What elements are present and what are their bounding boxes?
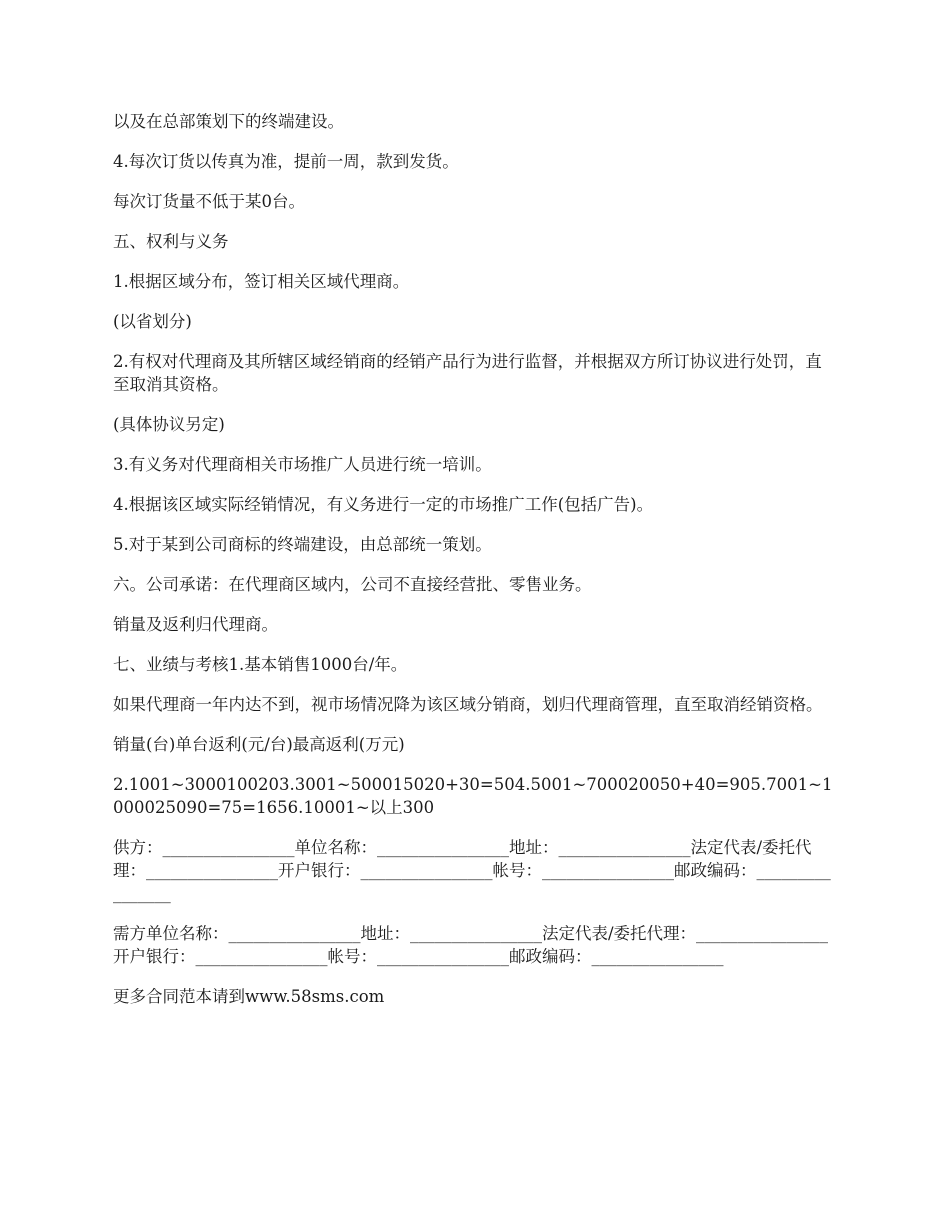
section-heading-company-commitment: 六。公司承诺：在代理商区域内，公司不直接经营批、零售业务。 (113, 575, 592, 594)
paragraph-footer-link: 更多合同范本请到www.58sms.com (113, 987, 385, 1006)
paragraph-sales-rebate-ownership: 销量及返利归代理商。 (113, 615, 278, 634)
paragraph-buyer-signature-block: 需方单位名称：________________地址：________________法定代表/委托代理：________________开户银行：________________帐号：________________邮政编码：________________ (113, 924, 829, 966)
paragraph-supplier-signature-block: 供方：________________单位名称：________________地址：________________法定代表/委托代理：________________开户银行：________________帐号：________________邮政编码：________________ (113, 838, 831, 903)
paragraph-supervision-right: 2.有权对代理商及其所辖区域经销商的经销产品行为进行监督，并根据双方所订协议进行处罚，直至取消其资格。 (113, 352, 822, 394)
paragraph-order-by-fax: 4.每次订货以传真为准，提前一周，款到发货。 (113, 152, 459, 171)
document-page (113, 110, 838, 1025)
paragraph-min-order-quantity: 每次订货量不低于某0台。 (113, 192, 305, 211)
paragraph-underperformance: 如果代理商一年内达不到，视市场情况降为该区域分销商，划归代理商管理，直至取消经销资格。 (113, 695, 823, 714)
paragraph-terminal-construction: 以及在总部策划下的终端建设。 (113, 112, 344, 131)
section-heading-rights-obligations: 五、权利与义务 (113, 232, 229, 251)
paragraph-rebate-table-values: 2.1001~3000100203.3001~500015020+30=504.5001~700020050+40=905.7001~1000025090=75=1656.10001~以上300 (113, 775, 833, 817)
paragraph-trademark-planning: 5.对于某到公司商标的终端建设，由总部统一策划。 (113, 535, 492, 554)
paragraph-by-province: (以省划分) (113, 312, 192, 331)
paragraph-agreement-separate: (具体协议另定) (113, 415, 225, 434)
paragraph-training-obligation: 3.有义务对代理商相关市场推广人员进行统一培训。 (113, 455, 492, 474)
paragraph-rebate-table-header: 销量(台)单台返利(元/台)最高返利(万元) (113, 735, 405, 754)
paragraph-marketing-obligation: 4.根据该区域实际经销情况，有义务进行一定的市场推广工作(包括广告)。 (113, 495, 654, 514)
section-heading-performance: 七、业绩与考核1.基本销售1000台/年。 (113, 655, 408, 674)
paragraph-regional-agents: 1.根据区域分布，签订相关区域代理商。 (113, 272, 410, 291)
